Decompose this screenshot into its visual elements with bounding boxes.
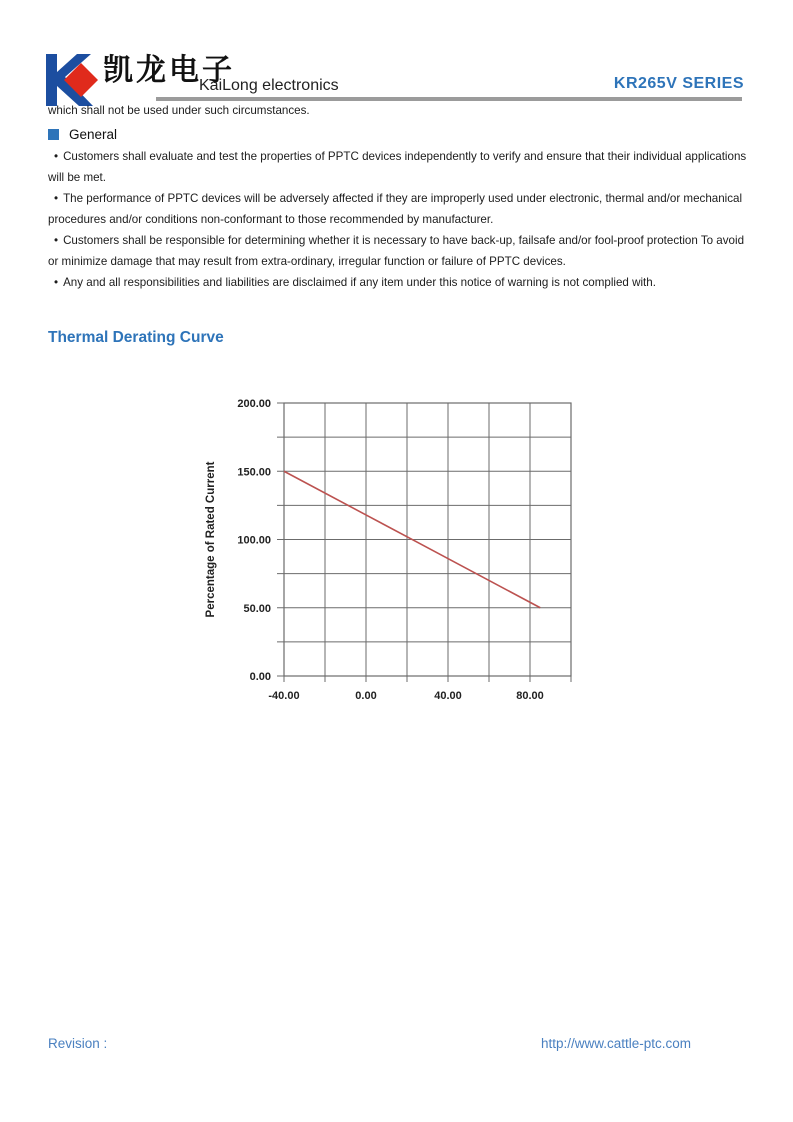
y-tick-label: 50.00 — [243, 602, 271, 615]
bullet-dot-icon: • — [54, 276, 59, 289]
general-heading — [48, 123, 754, 145]
square-bullet-icon — [48, 129, 59, 140]
x-tick-label: -40.00 — [268, 690, 300, 702]
chart-section-title: Thermal Derating Curve — [48, 329, 224, 346]
notice-bullet-list — [48, 146, 754, 293]
y-tick-label: 200.00 — [237, 398, 271, 410]
notice-bullet — [48, 188, 754, 230]
derating-chart-svg — [196, 388, 581, 718]
notice-bullet-text: The performance of PPTC devices will be adversely affected if they are improperly used under electronic, thermal and/or mechanical procedures and/or conditions non-conformant to those recommended by manufacturer. — [48, 192, 743, 226]
y-axis-title: Percentage of Rated Current — [205, 461, 217, 618]
x-tick-label: 80.00 — [516, 690, 544, 702]
y-tick-label: 150.00 — [237, 466, 271, 479]
logo-chinese-text: 凯龙电子 — [103, 53, 235, 88]
notice-bullet-text: Customers shall be responsible for determining whether it is necessary to have back-up, failsafe and/or fool-proof protection To avoid or minimize damage that may result from extra-ordinary, irregular function or failure of PPTC devices. — [48, 234, 745, 268]
y-tick-label: 0.00 — [249, 671, 271, 683]
derating-chart — [196, 388, 581, 723]
x-tick-label: 40.00 — [434, 690, 462, 702]
series-title: KR265V SERIES — [613, 75, 744, 92]
notice-block — [48, 100, 754, 293]
footer-website-link[interactable]: http://www.cattle-ptc.com — [541, 1036, 692, 1051]
bullet-dot-icon: • — [54, 192, 59, 205]
bullet-dot-icon: • — [54, 150, 59, 163]
notice-bullet-text: Customers shall evaluate and test the properties of PPTC devices independently to verify and ensure that their individual applications will be met. — [48, 150, 747, 184]
general-heading-label: General — [69, 126, 118, 142]
notice-bullet — [48, 146, 754, 188]
notice-bullet — [48, 272, 754, 293]
footer-revision-label: Revision : — [48, 1036, 108, 1051]
notice-bullet — [48, 230, 754, 272]
y-tick-label: 100.00 — [237, 534, 271, 547]
bullet-dot-icon: • — [54, 234, 59, 247]
kailong-logo-icon — [44, 54, 102, 106]
notice-bullet-text: Any and all responsibilities and liabilities are disclaimed if any item under this notice of warning is not complied with. — [63, 276, 656, 289]
notice-intro: which shall not be used under such circumstances. — [48, 104, 310, 117]
logo-subtitle: KaiLong electronics — [199, 77, 339, 94]
x-tick-label: 0.00 — [355, 690, 377, 702]
